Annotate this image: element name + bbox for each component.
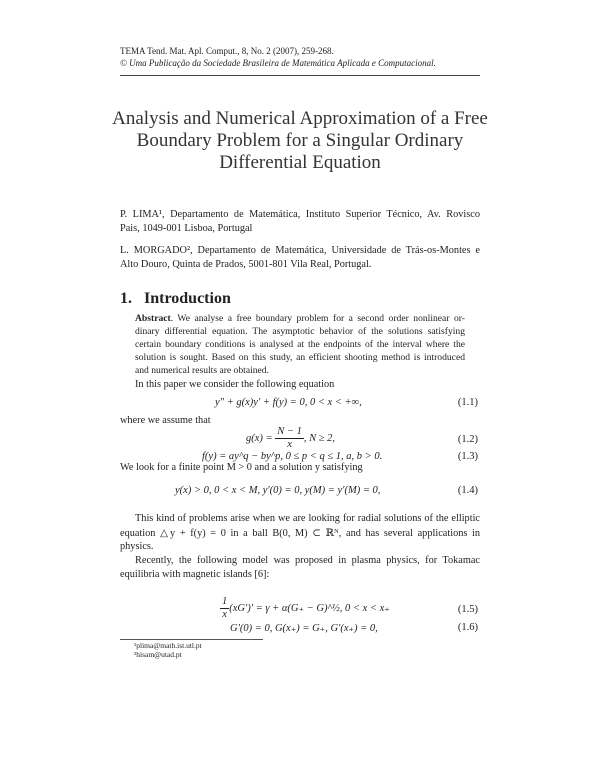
abstract-line-5: and numerical results are obtained. [135,365,269,376]
paragraph-radial-line-1: This kind of problems arise when we are looking for radial solutions of the elliptic [135,513,480,524]
paper-title-line-3: Differential Equation [219,152,381,173]
equation-number: (1.1) [457,397,478,408]
paragraph-finite-point: We look for a finite point M > 0 and a solution y satisfying [120,462,363,473]
section-heading [120,290,231,308]
equation-1-5: $\frac{1}{x}$ (xG′)′ = γ + α(G₊ − G)^½, 0 < x < x₊ (1.5) [222,596,478,620]
abstract-label: Abstract [135,313,171,324]
paragraph-plasma-line-2: equilibria with magnetic islands [6]: [120,569,270,580]
abstract-line-1: Abstract. We analyse a free boundary problem for a second order nonlinear or- [135,313,465,324]
equation-number: (1.4) [457,485,478,496]
footnote-2: ²hisam@utad.pt [134,650,182,659]
author-2-line-2: Alto Douro, Quinta de Prados, 5001-801 Vila Real, Portugal. [120,259,372,270]
author-1-line-2: Pais, 1049-001 Lisboa, Portugal [120,223,253,234]
equation-number: (1.5) [457,604,478,615]
equation-number: (1.2) [457,434,478,445]
paragraph-assume: where we assume that [120,415,211,426]
abstract-line-2: dinary differential equation. The asymptotic behavior of the solutions satisfying [135,326,465,337]
author-1-line-1: P. LIMA¹, Departamento de Matemática, Instituto Superior Técnico, Av. Rovisco [120,209,480,220]
equation-number: (1.6) [457,622,478,633]
paragraph-radial-line-3: physics. [120,541,154,552]
paragraph-radial-line-2: equation △y + f(y) = 0 in a ball B(0, M) ⊂ ℝᴺ, and has several applications in [120,528,480,539]
paragraph-plasma-line-1: Recently, the following model was proposed in plasma physics, for Tokamac [135,555,480,566]
equation-1-2: g(x) = $\frac{N - 1}{x}$ , N ≥ 2, (1.2) [246,426,478,450]
footnote-1: ¹plima@math.ist.utl.pt [134,641,202,650]
paragraph-intro: In this paper we consider the following equation [135,379,335,390]
journal-citation: TEMA Tend. Mat. Apl. Comput., 8, No. 2 (2007), 259-268. [120,46,334,56]
abstract-line-4: solution is sought. Based on this study, an efficient shooting method is introduced [135,352,465,363]
section-number: 1. [120,290,132,307]
equation-number: (1.3) [457,451,478,462]
publisher-line: © Uma Publicação da Sociedade Brasileira de Matemática Aplicada e Computacional. [120,58,436,68]
paper-title-line-2: Boundary Problem for a Singular Ordinary [136,130,464,151]
author-2-line-1: L. MORGADO², Departamento de Matemática, Universidade de Trás-os-Montes e [120,245,480,256]
header-rule [120,75,480,76]
footnote-rule [120,639,263,640]
section-title: Introduction [144,290,231,307]
paper-title-line-1: Analysis and Numerical Approximation of a Free [112,108,488,129]
abstract-line-3: certain boundary conditions is analysed at the endpoints of the interval where the [135,339,465,350]
